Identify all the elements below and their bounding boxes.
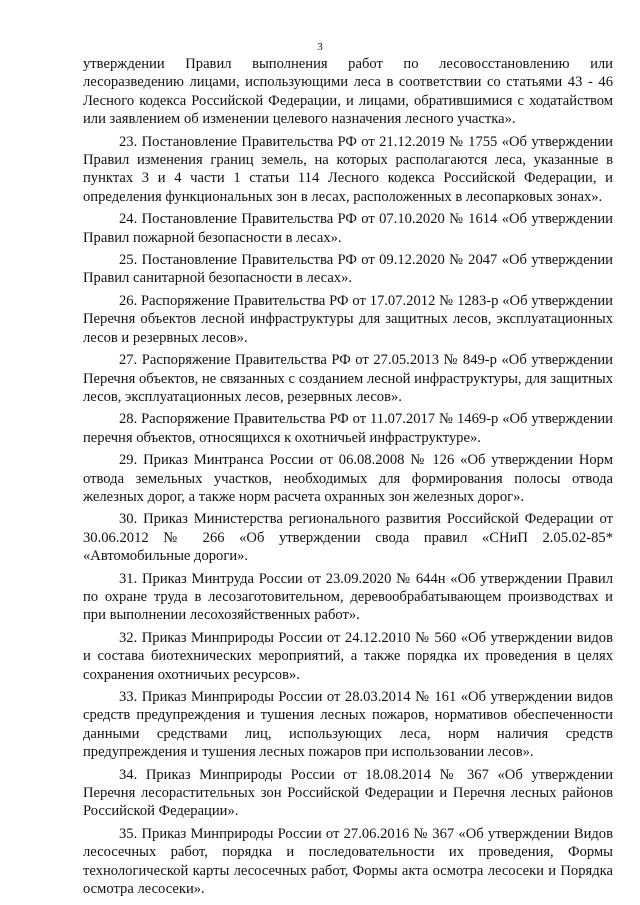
list-item-30: 30. Приказ Министерства регионального развития Российской Федерации от 30.06.2012 № 266 «Об утверждении свода правил «СНиП 2.05.02-85* «Автомобильные дороги». — [83, 511, 613, 565]
list-item-24: 24. Постановление Правительства РФ от 07.10.2020 № 1614 «Об утверждении Правил пожарной безопасности в лесах». — [83, 211, 613, 246]
list-item-29: 29. Приказ Минтранса России от 06.08.2008 № 126 «Об утверждении Норм отвода земельных участков, необходимых для формирования полосы отвода железных дорог, а также норм расчета охранных зон железных дорог». — [83, 452, 613, 505]
document-body — [83, 55, 613, 902]
list-item-23: 23. Постановление Правительства РФ от 21.12.2019 № 1755 «Об утверждении Правил изменения границ земель, на которых располагаются леса, указанные в пунктах 3 и 4 части 1 статьи 114 Лесного кодекса Российской Федерации, и определения функциональных зон в лесах, расположенных в лесопарковых зонах». — [83, 133, 613, 205]
list-item-32: 32. Приказ Минприроды России от 24.12.2010 № 560 «Об утверждении видов и состава биотехнических мероприятий, а также порядка их проведения в целях сохранения охотничьих ресурсов». — [83, 629, 613, 683]
list-item-28: 28. Распоряжение Правительства РФ от 11.07.2017 № 1469-р «Об утверждении перечня объектов, относящихся к охотничьей инфраструктуре». — [83, 411, 613, 446]
list-item-26: 26. Распоряжение Правительства РФ от 17.07.2012 № 1283-р «Об утверждении Перечня объектов лесной инфраструктуры для защитных лесов, эксплуатационных лесов и резервных лесов». — [83, 292, 613, 346]
list-item-31: 31. Приказ Минтруда России от 23.09.2020 № 644н «Об утверждении Правил по охране труда в лесозаготовительном, деревообрабатывающем производствах и при выполнении лесохозяйственных работ». — [83, 570, 613, 624]
page-number: 3 — [317, 41, 323, 53]
paragraph-continuation: утверждении Правил выполнения работ по лесовосстановлению или лесоразведению лицами, использующими леса в соответствии со статьями 43 - 46 Лесного кодекса Российской Федерации, и лицами, обратившимися с ходатайством или заявлением об изменении целевого назначения лесного участка». — [83, 56, 613, 128]
list-item-25: 25. Постановление Правительства РФ от 09.12.2020 № 2047 «Об утверждении Правил санитарной безопасности в лесах». — [83, 252, 613, 287]
list-item-34: 34. Приказ Минприроды России от 18.08.2014 № 367 «Об утверждении Перечня лесорастительных зон Российской Федерации и Перечня лесных районов Российской Федерации». — [83, 766, 613, 820]
list-item-27: 27. Распоряжение Правительства РФ от 27.05.2013 № 849-р «Об утверждении Перечня объектов, не связанных с созданием лесной инфраструктуры, для защитных лесов, эксплуатационных лесов, резервных лесов». — [83, 352, 613, 405]
list-item-33: 33. Приказ Минприроды России от 28.03.2014 № 161 «Об утверждении видов средств предупреждения и тушения лесных пожаров, нормативов обеспеченности данными средствами лиц, использующих леса, норм наличия средств предупреждения и тушения лесных пожаров при использовании лесов». — [83, 689, 613, 761]
list-item-35: 35. Приказ Минприроды России от 27.06.2016 № 367 «Об утверждении Видов лесосечных работ, порядка и последовательности их проведения, Формы технологической карты лесосечных работ, Формы акта осмотра лесосеки и Порядка осмотра лесосеки». — [83, 825, 613, 898]
